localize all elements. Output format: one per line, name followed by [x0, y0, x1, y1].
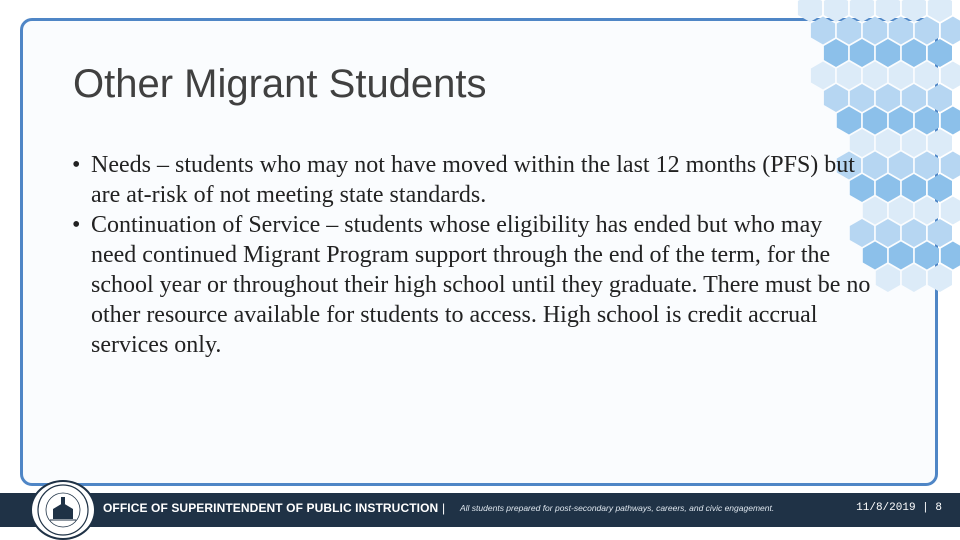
footer-tagline: All students prepared for post-secondary pathways, careers, and civic engagement. [460, 503, 775, 513]
hexagon-shape [928, 129, 952, 157]
bullet-dot: • [72, 212, 81, 238]
hexagon-shape [889, 152, 913, 180]
slide-title: Other Migrant Students [73, 62, 487, 106]
hexagon-shape [941, 197, 960, 225]
hexagon-shape [824, 84, 848, 112]
hexagon-shape [876, 39, 900, 67]
hexagon-shape [876, 0, 900, 22]
hexagon-shape [928, 39, 952, 67]
hexagon-shape [889, 107, 913, 135]
hexagon-shape [915, 242, 939, 270]
footer-separator: | [442, 501, 446, 515]
bullet-dot: • [72, 152, 81, 178]
office-name: OFFICE OF SUPERINTENDENT OF PUBLIC INSTRUCTION [103, 501, 439, 515]
hexagon-shape [928, 174, 952, 202]
hexagon-shape [902, 219, 926, 247]
hexagon-shape [876, 219, 900, 247]
bullet-text: Needs – students who may not have moved within the last 12 months (PFS) but are at-risk of not meeting state standards. [91, 152, 855, 208]
hexagon-shape [811, 17, 835, 45]
hexagon-shape [941, 152, 960, 180]
hexagon-shape [824, 0, 848, 22]
footer-bar [0, 493, 960, 527]
bullet-item [72, 210, 872, 360]
hexagon-shape [863, 107, 887, 135]
hexagon-shape [850, 84, 874, 112]
hexagon-shape [928, 219, 952, 247]
hexagon-shape [837, 107, 861, 135]
hexagon-shape [837, 17, 861, 45]
hexagon-shape [928, 84, 952, 112]
hexagon-shape [798, 0, 822, 22]
hexagon-shape [902, 264, 926, 292]
bullet-list [72, 150, 872, 360]
hexagon-shape [902, 174, 926, 202]
hexagon-shape [889, 242, 913, 270]
hexagon-shape [876, 129, 900, 157]
hexagon-shape [837, 62, 861, 90]
hexagon-shape [928, 0, 952, 22]
hexagon-shape [889, 197, 913, 225]
hexagon-shape [941, 107, 960, 135]
hexagon-shape [876, 84, 900, 112]
slide-date: 11/8/2019 [856, 502, 916, 514]
hexagon-shape [902, 39, 926, 67]
hexagon-shape [941, 242, 960, 270]
hexagon-shape [824, 39, 848, 67]
hexagon-shape [811, 62, 835, 90]
hexagon-shape [876, 264, 900, 292]
hexagon-shape [902, 0, 926, 22]
hexagon-shape [889, 17, 913, 45]
hexagon-shape [928, 264, 952, 292]
date-page [856, 502, 942, 514]
hexagon-shape [902, 84, 926, 112]
page-separator: | [922, 502, 929, 514]
hexagon-shape [863, 17, 887, 45]
hexagon-shape [915, 62, 939, 90]
hexagon-shape [876, 174, 900, 202]
page-number: 8 [935, 502, 942, 514]
hexagon-shape [889, 62, 913, 90]
hexagon-shape [850, 39, 874, 67]
bullet-item [72, 150, 872, 210]
hexagon-shape [915, 197, 939, 225]
hexagon-shape [863, 62, 887, 90]
state-seal-icon [30, 480, 96, 540]
hexagon-shape [915, 152, 939, 180]
bullet-text: Continuation of Service – students whose eligibility has ended but who may need continued Migrant Program support through the end of the term, for the school year or throughout their high school until they graduate. There must be no other resource available for students to access. High school is credit accrual services only. [91, 212, 871, 358]
hexagon-shape [941, 62, 960, 90]
hexagon-shape [850, 0, 874, 22]
hexagon-shape [941, 17, 960, 45]
hexagon-shape [915, 107, 939, 135]
hexagon-shape [915, 17, 939, 45]
hexagon-shape [902, 129, 926, 157]
